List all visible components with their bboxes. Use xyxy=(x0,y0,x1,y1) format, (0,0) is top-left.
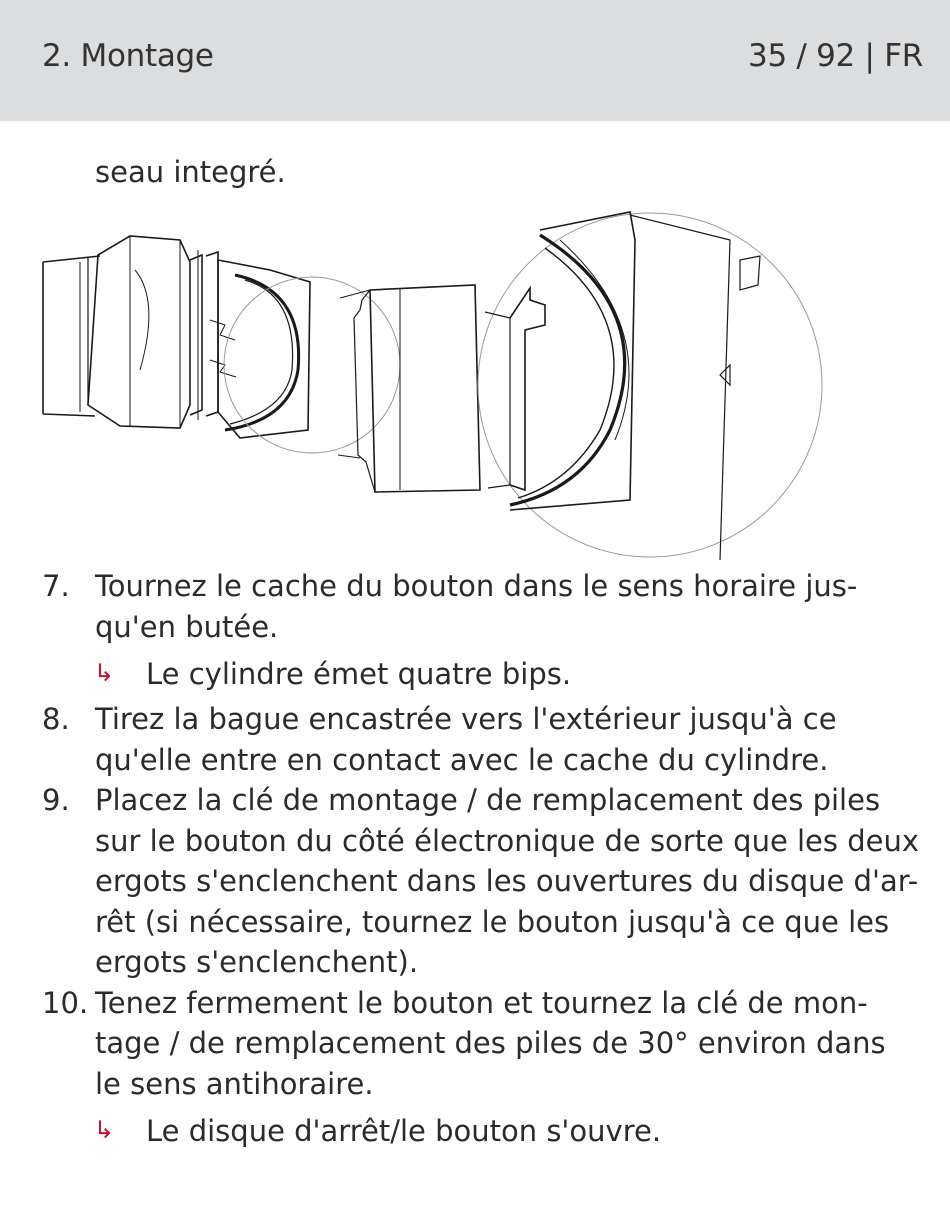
result-text: Le disque d'arrêt/le bouton s'ouvre. xyxy=(146,1114,662,1148)
result-arrow-icon: ↳ xyxy=(94,1116,115,1144)
result-text: Le cylindre émet quatre bips. xyxy=(146,657,572,691)
step-number: 7. xyxy=(42,569,70,603)
step-line: Placez la clé de montage / de remplacement des piles xyxy=(95,783,881,817)
page-number: 35 / 92 | FR xyxy=(748,38,923,74)
step-line: tage / de remplacement des piles de 30° environ dans xyxy=(95,1026,886,1060)
page-header xyxy=(0,0,950,121)
step-line: Tenez fermement le bouton et tournez la clé de mon- xyxy=(95,985,868,1020)
step-line: Tirez la bague encastrée vers l'extérieur jusqu'à ce xyxy=(95,702,837,736)
step-number: 9. xyxy=(42,783,70,817)
continued-text: seau integré. xyxy=(95,155,286,189)
step-number: 10. xyxy=(42,985,89,1020)
list-item xyxy=(42,983,922,1105)
list-item xyxy=(42,699,922,780)
section-title: 2. Montage xyxy=(42,38,214,74)
step-line: rêt (si nécessaire, tournez le bouton jusqu'à ce que les xyxy=(95,904,890,939)
step-line: le sens antihoraire. xyxy=(95,1066,374,1101)
lock-cylinder-illustration xyxy=(40,200,830,565)
step-line: Tournez le cache du bouton dans le sens horaire jus- xyxy=(95,569,858,603)
step-result xyxy=(42,654,922,694)
step-line: qu'elle entre en contact avec le cache du cylindre. xyxy=(95,742,829,777)
step-result xyxy=(42,1111,922,1151)
step-line: ergots s'enclenchent). xyxy=(95,945,419,979)
step-line: ergots s'enclenchent dans les ouvertures du disque d'ar- xyxy=(95,864,919,898)
list-item xyxy=(42,780,922,983)
instruction-list xyxy=(42,566,922,1156)
result-arrow-icon: ↳ xyxy=(94,659,115,687)
step-number: 8. xyxy=(42,702,70,736)
step-line: sur le bouton du côté électronique de sorte que les deux xyxy=(95,823,920,858)
list-item xyxy=(42,566,922,647)
step-line: qu'en butée. xyxy=(95,609,279,644)
